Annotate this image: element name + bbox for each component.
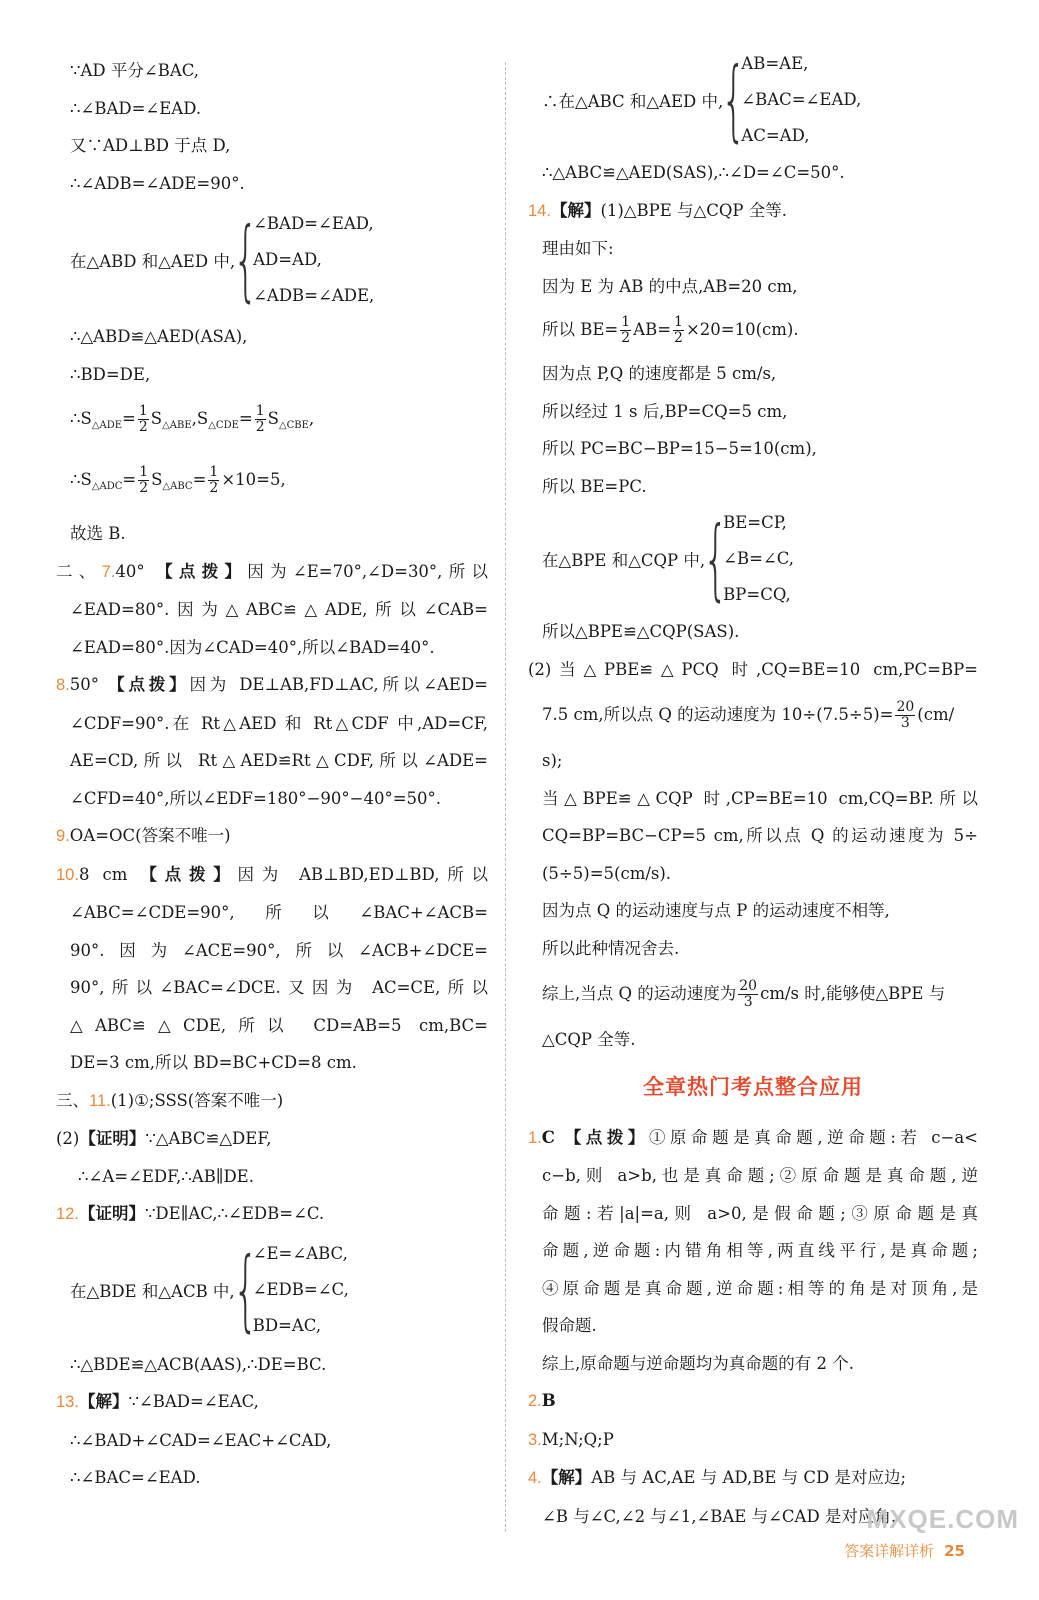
fraction: $\frac{20}{3}$: [739, 978, 758, 1010]
answer-10: 10.8 cm 【点拨】因为 AB⊥BD,ED⊥BD,所以: [56, 864, 489, 884]
text-line: ∠CFD=40°,所以∠EDF=180°−90°−40°=50°.: [70, 788, 442, 808]
text-line: △ABC≌△CDE,所以 CD=AB=5 cm,BC=: [70, 1015, 488, 1035]
page-number: 25: [944, 1542, 965, 1560]
system-item: AC=AD,: [741, 126, 810, 145]
fraction-line: 所以 BE= $\frac{1}{2}$ AB= $\frac{1}{2}$ ×20=10(cm).: [542, 314, 799, 346]
text-line: CQ=BP=BC−CP=5 cm,所以点 Q 的运动速度为 5÷: [542, 826, 978, 845]
footer-label: 答案详解详析: [844, 1542, 935, 1560]
left-column: [56, 52, 488, 1497]
answer-12: 12.【证明】∵DE∥AC,∴∠EDB=∠C.: [56, 1204, 325, 1223]
answer-14: 14.【解】(1)△BPE 与△CQP 全等.: [528, 200, 787, 220]
text-line: ∴∠A=∠EDF,∴AB∥DE.: [78, 1166, 254, 1186]
answer-7: 二、7.40° 【点拨】因为∠E=70°,∠D=30°,所以: [56, 561, 489, 581]
text-line: ∠EAD=80°.因为∠CAD=40°,所以∠BAD=40°.: [70, 637, 435, 657]
text-line: ∴△ABC≌△AED(SAS),∴∠D=∠C=50°.: [542, 163, 845, 182]
system-item: BP=CQ,: [723, 585, 791, 604]
text-line: ∴BD=DE,: [70, 364, 151, 384]
text-line: ∴∠ADB=∠ADE=90°.: [70, 173, 245, 193]
system-item: ∠E=∠ABC,: [252, 1243, 348, 1263]
text-line: 所以经过 1 s 后,BP=CQ=5 cm,: [542, 401, 788, 421]
equation-system: [56, 1236, 488, 1344]
right-column: [528, 48, 979, 1535]
section-heading: 全章热门考点整合应用: [643, 1074, 863, 1099]
system-item: ∠ADB=∠ADE,: [253, 286, 375, 305]
fraction: $\frac{1}{2}$: [139, 464, 149, 496]
watermark-logo: MXQE.COM: [866, 1504, 1019, 1534]
left-brace-icon: {: [233, 208, 259, 311]
system-item: AB=AE,: [741, 54, 809, 73]
system-item: BE=CP,: [723, 513, 787, 532]
text-line: 当△BPE≌△CQP 时,CP=BE=10 cm,CQ=BP.所以: [542, 788, 978, 808]
text-line: 所以 PC=BC−BP=15−5=10(cm),: [542, 439, 817, 458]
text-line: 90°.因为∠ACE=90°,所以∠ACB+∠DCE=: [70, 940, 488, 960]
text-line: ∴△BDE≌△ACB(AAS),∴DE=BC.: [70, 1354, 327, 1374]
left-brace-icon: {: [703, 507, 729, 610]
equation-system: [56, 206, 488, 314]
answer-h4: 4.【解】AB 与 AC,AE 与 AD,BE 与 CD 是对应边;: [528, 1468, 907, 1487]
text-line: 假命题.: [542, 1316, 597, 1335]
answer-h1: 1.C 【点拨】①原命题是真命题,逆命题:若 c−a<: [528, 1127, 979, 1147]
text-line: s);: [542, 751, 563, 770]
text-line: ∴△ABD≌△AED(ASA),: [70, 327, 248, 346]
system-item: ∠BAC=∠EAD,: [741, 90, 862, 109]
text-line: ∠EAD=80°.因为△ABC≌△ADE,所以∠CAB=: [70, 600, 488, 619]
text-line: DE=3 cm,所以 BD=BC+CD=8 cm.: [70, 1053, 357, 1072]
text-line: 故选 B.: [70, 524, 126, 543]
text-line: ∴∠BAD+∠CAD=∠EAC+∠CAD,: [70, 1430, 332, 1450]
text-line: ∠ABC=∠CDE=90°,所以∠BAC+∠ACB=: [70, 903, 488, 922]
text-line: AE=CD,所以 Rt△AED≌Rt△CDF,所以∠ADE=: [70, 751, 488, 770]
fraction-line: 综上,当点 Q 的运动速度为 $\frac{20}{3}$ cm/s 时,能够使△BPE 与: [542, 978, 946, 1010]
answer-11-part2: (2)【证明】∵△ABC≌△DEF,: [56, 1129, 272, 1148]
text-line: (2)当△PBE≌△PCQ 时,CQ=BE=10 cm,PC=BP=: [528, 659, 978, 679]
fraction-line: 7.5 cm,所以点 Q 的运动速度为 10÷(7.5÷5)= $\frac{20}{3}$ (cm/: [542, 699, 955, 731]
text-line: 命题:若|a|=a,则 a>0,是假命题;③原命题是真: [542, 1203, 978, 1223]
left-brace-icon: {: [232, 1237, 258, 1341]
fraction: $\frac{1}{2}$: [621, 314, 631, 346]
system-item: ∠BAD=∠EAD,: [253, 214, 374, 233]
text-line: 因为点 Q 的运动速度与点 P 的运动速度不相等,: [542, 901, 890, 920]
text-line: 综上,原命题与逆命题均为真命题的有 2 个.: [542, 1353, 854, 1373]
area-formula: $\therefore S_{\triangle ADE}=$ $\frac{1}{2}$ $S_{\triangle ABE},S_{\triangle CDE}=$ $\frac{1}{2}$ $S_{\triangle CBE}$,: [70, 403, 315, 435]
answer-11: 三、11.(1)①;SSS(答案不唯一): [56, 1090, 284, 1110]
answer-8: 8.50° 【点拨】因为 DE⊥AB,FD⊥AC,所以∠AED=: [56, 675, 489, 694]
text-line: (5÷5)=5(cm/s).: [542, 863, 672, 883]
answer-13: 13.【解】∵∠BAD=∠EAC,: [56, 1392, 259, 1411]
fraction: $\frac{1}{2}$: [674, 314, 683, 346]
text-line: 理由如下:: [542, 239, 614, 258]
system-prefix: 在△ABD 和△AED 中,: [70, 252, 236, 271]
text-line: 因为点 P,Q 的速度都是 5 cm/s,: [542, 364, 777, 383]
text-line: ∠B 与∠C,∠2 与∠1,∠BAE 与∠CAD 是对应角.: [542, 1506, 897, 1526]
text-line: 命题,逆命题:内错角相等,两直线平行,是真命题;: [542, 1241, 978, 1260]
text-line: △CQP 全等.: [542, 1030, 636, 1049]
system-prefix: ∴在△ABC 和△AED 中,: [542, 92, 724, 111]
equation-system: [528, 505, 978, 613]
system-item: BD=AC,: [252, 1315, 322, 1335]
text-line: ∵AD 平分∠BAC,: [70, 61, 200, 80]
answer-h2: 2.B: [528, 1391, 556, 1410]
text-line: c−b,则 a>b,也是真命题;②原命题是真命题,逆: [542, 1166, 978, 1185]
system-item: AD=AD,: [253, 250, 322, 269]
text-line: 所以△BPE≌△CQP(SAS).: [542, 622, 740, 641]
fraction: $\frac{1}{2}$: [255, 403, 265, 435]
equation-system: [528, 46, 978, 154]
text-line: ∴∠BAD=∠EAD.: [70, 98, 202, 118]
area-formula: $\therefore S_{\triangle ADC}=$ $\frac{1}{2}$ $S_{\triangle ABC}=$ $\frac{1}{2}$ ×10=5,: [70, 464, 286, 496]
fraction: $\frac{1}{2}$: [209, 464, 219, 496]
fraction: $\frac{1}{2}$: [138, 403, 148, 435]
left-brace-icon: {: [721, 48, 747, 151]
text-line: ④原命题是真命题,逆命题:相等的角是对顶角,是: [542, 1278, 978, 1298]
answer-9: 9.OA=OC(答案不唯一): [56, 826, 231, 845]
text-line: 90°,所以∠BAC=∠DCE.又因为 AC=CE,所以: [70, 978, 488, 997]
system-item: ∠EDB=∠C,: [252, 1279, 349, 1299]
text-line: ∠CDF=90°.在 Rt△AED 和 Rt△CDF 中,AD=CF,: [70, 713, 488, 733]
column-divider: [505, 62, 506, 1532]
system-prefix: 在△BPE 和△CQP 中,: [542, 551, 706, 570]
answer-h3: 3.M;N;Q;P: [528, 1429, 614, 1449]
system-item: ∠B=∠C,: [723, 549, 795, 568]
system-prefix: 在△BDE 和△ACB 中,: [70, 1281, 235, 1301]
text-line: 又∵AD⊥BD 于点 D,: [70, 136, 231, 155]
text-line: ∴∠BAC=∠EAD.: [70, 1468, 201, 1487]
fraction: $\frac{20}{3}$: [896, 699, 915, 731]
page-footer: [844, 1540, 965, 1561]
text-line: 所以 BE=PC.: [542, 476, 647, 496]
text-line: 所以此种情况舍去.: [542, 938, 680, 958]
text-line: 因为 E 为 AB 的中点,AB=20 cm,: [542, 276, 798, 296]
